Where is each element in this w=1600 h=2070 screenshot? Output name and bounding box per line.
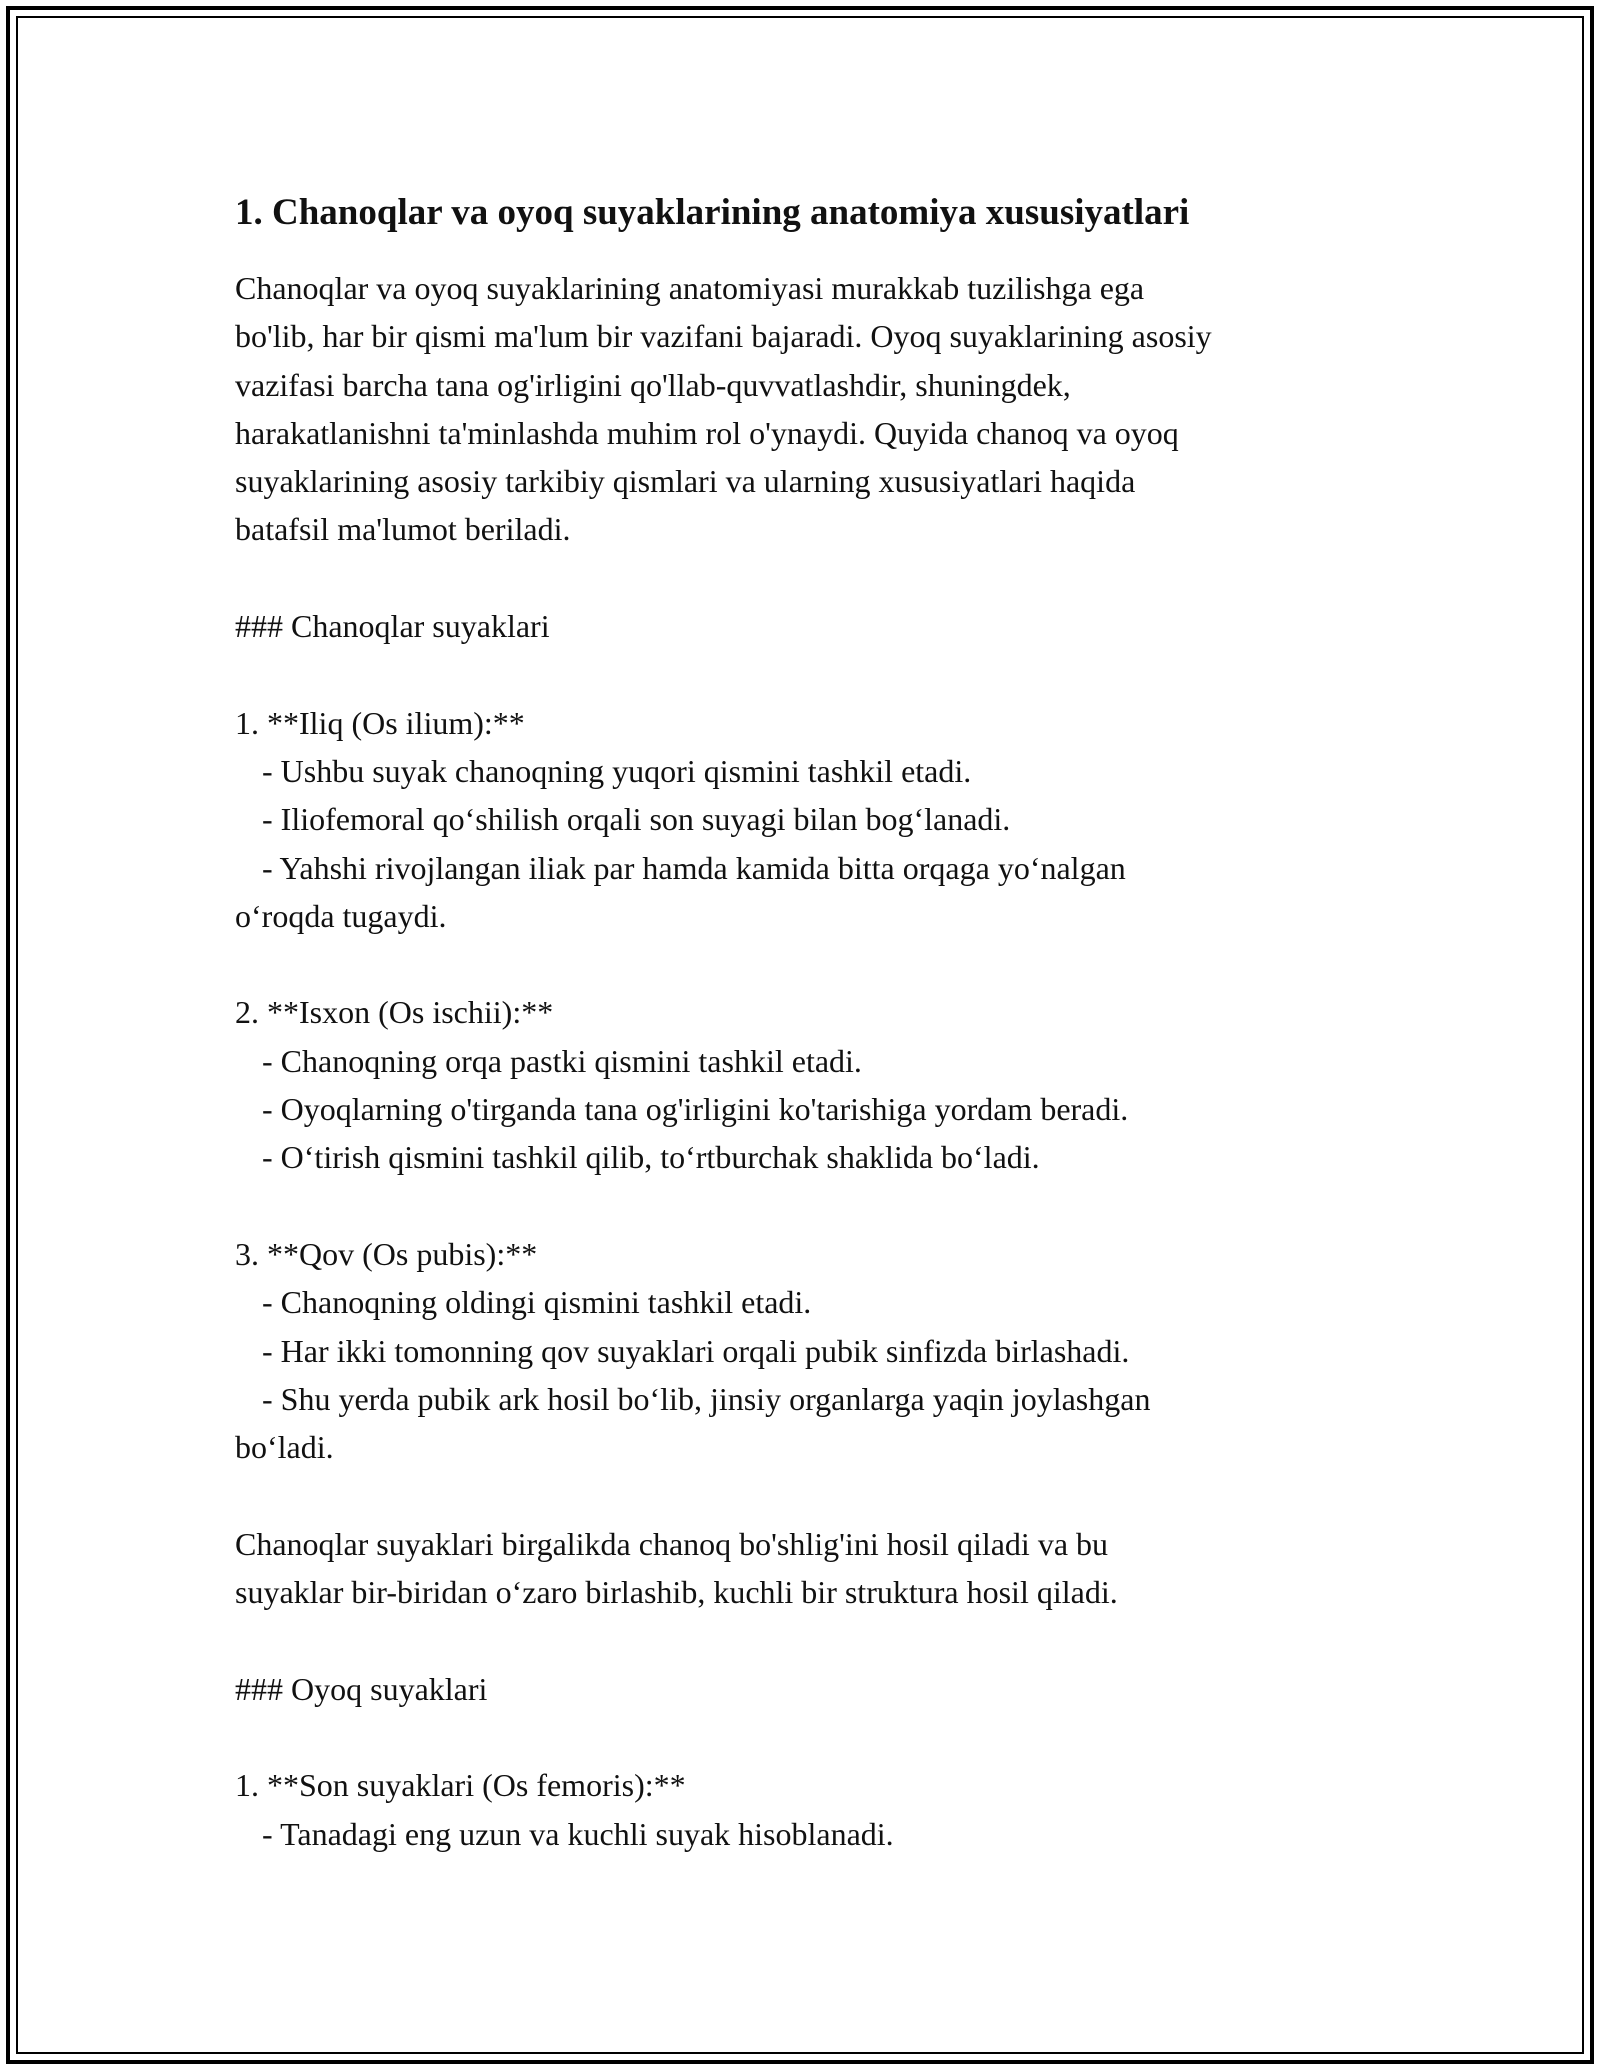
text-line: - O‘tirish qismini tashkil qilib, to‘rtburchak shaklida bo‘ladi. (262, 1139, 1040, 1176)
blank-line (235, 1182, 1365, 1230)
text-line: ### Chanoqlar suyaklari (235, 608, 550, 645)
text-line: 3. **Qov (Os pubis):** (235, 1235, 538, 1272)
text-line: o‘roqda tugaydi. (235, 897, 447, 934)
text-line: 1. **Son suyaklari (Os femoris):** (235, 1767, 686, 1804)
text-line: - Chanoqning oldingi qismini tashkil etadi. (262, 1284, 812, 1321)
text-line: Chanoqlar suyaklari birgalikda chanoq bo'shlig'ini hosil qiladi va bu (235, 1525, 1109, 1562)
text-line: - Ushbu suyak chanoqning yuqori qismini tashkil etadi. (262, 752, 972, 789)
blank-line (235, 554, 1365, 602)
blank-line (235, 940, 1365, 988)
text-line: bo‘ladi. (235, 1429, 334, 1466)
text-line: - Oyoqlarning o'tirganda tana og'irligini ko'tarishiga yordam beradi. (262, 1091, 1129, 1128)
document-page (235, 188, 1365, 1858)
text-line: suyaklar bir-biridan o‘zaro birlashib, kuchli bir struktura hosil qiladi. (235, 1574, 1118, 1611)
text-line: 2. **Isxon (Os ischii):** (235, 994, 554, 1031)
section-heading: 1. Chanoqlar va oyoq suyaklarining anatomiya xususiyatlari (235, 192, 1190, 233)
text-line: - Chanoqning orqa pastki qismini tashkil etadi. (262, 1042, 862, 1079)
text-line: - Har ikki tomonning qov suyaklari orqali pubik sinfizda birlashadi. (262, 1332, 1130, 1369)
text-line: - Shu yerda pubik ark hosil bo‘lib, jinsiy organlarga yaqin joylashgan (262, 1380, 1151, 1417)
blank-line (235, 1616, 1365, 1664)
blank-line (235, 1713, 1365, 1761)
text-line: vazifasi barcha tana og'irligini qo'llab-quvvatlashdir, shuningdek, (235, 366, 1071, 403)
text-line: ### Oyoq suyaklari (235, 1670, 488, 1707)
document-body (235, 264, 1365, 1858)
text-line: - Yahshi rivojlangan iliak par hamda kamida bitta orqaga yo‘nalgan (262, 849, 1126, 886)
text-line: - Tanadagi eng uzun va kuchli suyak hisoblanadi. (262, 1815, 894, 1852)
text-line: - Iliofemoral qo‘shilish orqali son suyagi bilan bog‘lanadi. (262, 801, 1011, 838)
text-line: harakatlanishni ta'minlashda muhim rol o'ynaydi. Quyida chanoq va oyoq (235, 414, 1179, 451)
blank-line (235, 1471, 1365, 1519)
blank-line (235, 650, 1365, 698)
text-line: 1. **Iliq (Os ilium):** (235, 704, 525, 741)
text-line: suyaklarining asosiy tarkibiy qismlari va ularning xususiyatlari haqida (235, 463, 1136, 500)
text-line: bo'lib, har bir qismi ma'lum bir vazifani bajaradi. Oyoq suyaklarining asosiy (235, 318, 1212, 355)
text-line: batafsil ma'lumot beriladi. (235, 511, 571, 548)
text-line: Chanoqlar va oyoq suyaklarining anatomiyasi murakkab tuzilishga ega (235, 270, 1145, 306)
